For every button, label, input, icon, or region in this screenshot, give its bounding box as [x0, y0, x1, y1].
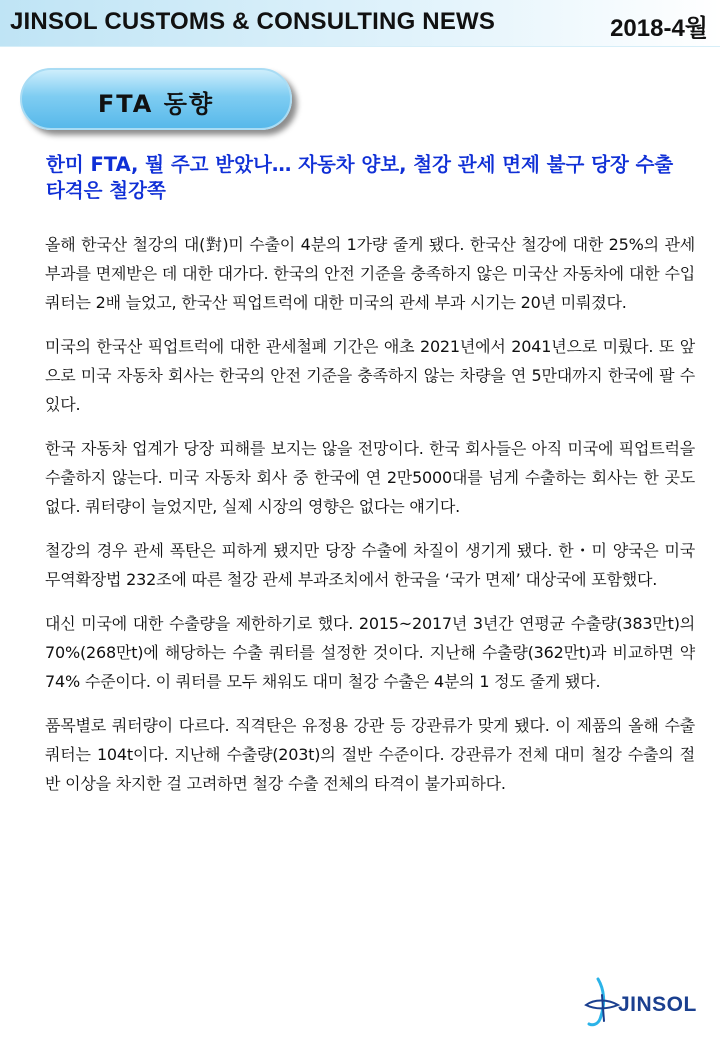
paragraph-6: 품목별로 쿼터량이 다르다. 직격탄은 유정용 강관 등 강관류가 맞게 됐다. 이 제품의 올해 수출 쿼터는 104t이다. 지난해 수출량(203t)의 절반 수준이다. 강관류가 전체 대미 철강 수출의 절반 이상을 차지한 걸 고려하면 철강 수출 전체의 타격이 불가피하다.	[45, 716, 695, 793]
jinsol-logo	[584, 975, 714, 1029]
logo-text: JINSOL	[618, 993, 697, 1016]
paragraph-1: 올해 한국산 철강의 대(對)미 수출이 4분의 1가량 줄게 됐다. 한국산 철강에 대한 25%의 관세 부과를 면제받은 데 대한 대가다. 한국의 안전 기준을 충족하지 않은 미국산 자동차에 대한 수입 쿼터는 2배 늘었고, 한국산 픽업트럭에 대한 미국의 관세 부과 시기는 20년 미뤄졌다.	[45, 235, 695, 312]
issue-date: 2018-4월	[610, 15, 708, 42]
section-label: FTA 동향	[97, 90, 215, 118]
newsletter-title: JINSOL CUSTOMS & CONSULTING NEWS	[10, 8, 496, 35]
paragraph-2: 미국의 한국산 픽업트럭에 대한 관세철폐 기간은 애초 2021년에서 2041년으로 미뤘다. 또 앞으로 미국 자동차 회사는 한국의 안전 기준을 충족하지 않는 차량을 연 5만대까지 한국에 팔 수 있다.	[45, 337, 695, 414]
paragraph-4: 철강의 경우 관세 폭탄은 피하게 됐지만 당장 수출에 차질이 생기게 됐다. 한・미 양국은 미국 무역확장법 232조에 따른 철강 관세 부과조치에서 한국을 ‘국가 면제’ 대상국에 포함했다.	[45, 541, 695, 589]
section-badge	[20, 68, 292, 130]
article-headline: 한미 FTA, 뭘 주고 받았나… 자동차 양보, 철강 관세 면제 불구 당장 수출 타격은 철강쪽	[46, 153, 674, 202]
paragraph-3: 한국 자동차 업계가 당장 피해를 보지는 않을 전망이다. 한국 회사들은 아직 미국에 픽업트럭을 수출하지 않는다. 미국 자동차 회사 중 한국에 연 2만5000대를 넘게 수출하는 회사는 한 곳도 없다. 쿼터량이 늘었지만, 실제 시장의 영향은 없다는 얘기다.	[45, 439, 695, 516]
newsletter-header	[0, 0, 720, 47]
paragraph-5: 대신 미국에 대한 수출량을 제한하기로 했다. 2015~2017년 3년간 연평균 수출량(383만t)의 70%(268만t)에 해당하는 수출 쿼터를 설정한 것이다. 지난해 수출량(362만t)과 비교하면 약 74% 수준이다. 이 쿼터를 모두 채워도 대미 철강 수출은 4분의 1 정도 줄게 됐다.	[45, 614, 695, 691]
jinsol-logo-mark-icon	[584, 975, 620, 1029]
article-body	[45, 230, 695, 813]
